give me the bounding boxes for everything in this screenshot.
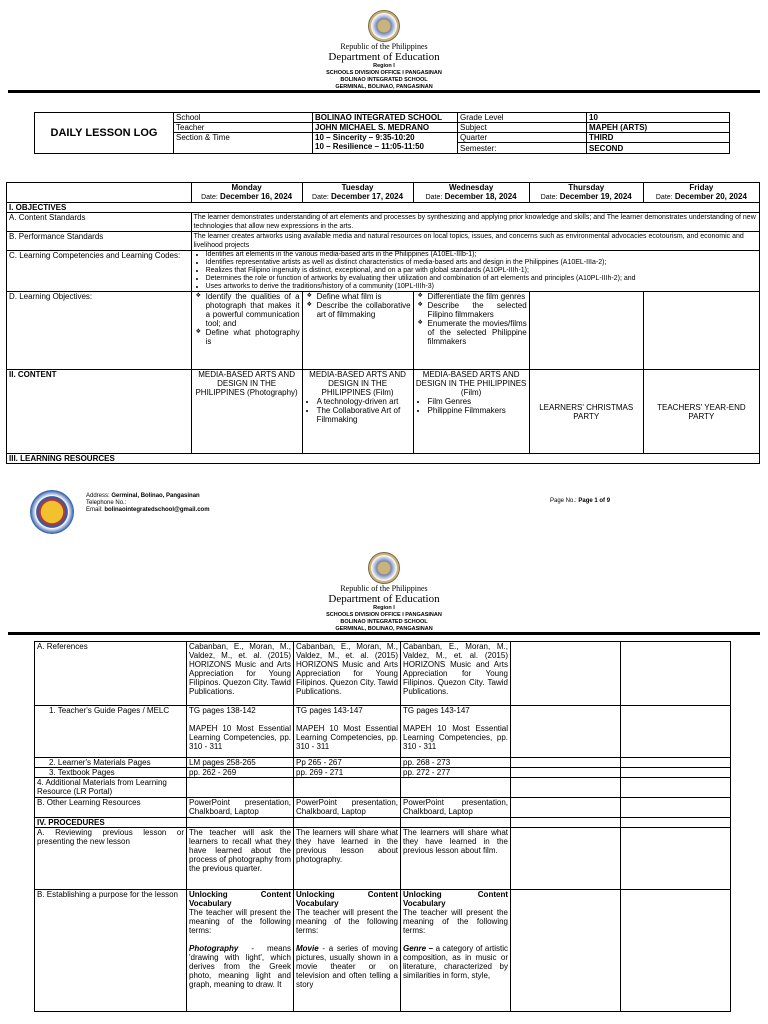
other-tuesday: PowerPoint presentation, Chalkboard, Laptop (294, 798, 401, 818)
lesson-log-title: DAILY LESSON LOG (35, 113, 174, 154)
deped-seal-icon (368, 10, 400, 42)
objectives-tuesday (302, 292, 413, 370)
melc-text: MAPEH 10 Most Essential Learning Competencies, pp. 310 - 311 (189, 724, 291, 751)
address-label: Address: (86, 493, 110, 499)
empty-cell (511, 642, 621, 706)
region-text: Region I (373, 605, 395, 611)
references-label: A. References (35, 642, 187, 706)
objectives-friday (643, 292, 759, 370)
school-value: BOLINAO INTEGRATED SCHOOL (313, 113, 458, 123)
definition: a category of artistic composition, as in music or literature, characterized by similarities in form, style, (403, 944, 508, 980)
lm-tuesday: Pp 265 - 267 (294, 758, 401, 768)
email-label: Email: (86, 507, 103, 513)
semester-label: Semester: (458, 143, 587, 154)
section-1: 10 – Sincerity – 9:35-10:20 (315, 133, 415, 142)
unlock-text: The teacher will present the meaning of the following terms: (189, 908, 291, 935)
tb-wednesday: pp. 272 - 277 (401, 768, 511, 778)
letterhead (0, 552, 768, 633)
content-item: • A technology-driven art (317, 397, 411, 406)
objective-item: ❖ Define what film is (317, 292, 411, 301)
unlock-heading: Unlocking Content Vocabulary (189, 890, 291, 908)
empty-cell (511, 758, 621, 768)
section-label: Section & Time (174, 133, 313, 154)
term: Photography (189, 944, 239, 953)
date-label: Date: (312, 194, 329, 201)
day-header (413, 183, 529, 203)
empty-cell (621, 706, 731, 758)
day-header (302, 183, 413, 203)
competencies-list (191, 251, 759, 292)
content-item: • Philippine Filmmakers (428, 406, 527, 415)
empty-cell (621, 778, 731, 798)
competency-item: • Identifies representative artists as well as distinct characteristics of media-based arts and design in the Philippines (A10EL-IIIa-2); (206, 259, 757, 267)
lesson-table-2 (34, 641, 731, 1012)
unlock-text: The teacher will present the meaning of the following terms: (403, 908, 508, 935)
content-item: • The Collaborative Art of Filmmaking (317, 406, 411, 424)
content-thursday: LEARNERS' CHRISTMAS PARTY (529, 370, 643, 454)
purpose-label: B. Establishing a purpose for the lesson (35, 890, 187, 1012)
tg-pages: TG pages 143-147 (403, 706, 470, 715)
section-value (313, 133, 458, 154)
term: Genre – (403, 944, 434, 953)
tb-tuesday: pp. 269 - 271 (294, 768, 401, 778)
corner-cell (7, 183, 192, 203)
content-standards-text: The learner demonstrates understanding of art elements and processes by synthesizing and applying prior knowledge and skills; and The learner demonstrates understanding of new technologies that allow new expressions in the arts. (191, 213, 759, 232)
learners-materials-label: 2. Learner's Materials Pages (35, 758, 187, 768)
empty-cell (401, 818, 511, 828)
empty-cell (621, 890, 731, 1012)
address-value: Germinal, Bolinao, Pangasinan (111, 493, 200, 499)
telephone-label: Telephone No.: (86, 500, 127, 506)
day-date: December 19, 2024 (559, 192, 632, 201)
subject-label: Subject (458, 123, 587, 133)
references-wednesday: Cabanban, E., Moran, M., Valdez, M., et. al. (2015) HORIZONS Music and Arts Appreciation for Young Filipinos. Quezon City. Tawid Publications. (401, 642, 511, 706)
objective-item: ❖ Differentiate the film genres (428, 292, 527, 301)
melc-text: MAPEH 10 Most Essential Learning Competencies, pp. 310 - 311 (296, 724, 398, 751)
competency-item: • Identifies art elements in the various media-based arts in the Philippines (A10EL-IIIb-1); (206, 251, 757, 259)
date-label: Date: (655, 194, 673, 201)
unlock-heading: Unlocking Content Vocabulary (296, 890, 398, 908)
grade-label: Grade Level (458, 113, 587, 123)
term: Movie (296, 944, 319, 953)
subject-value: MAPEH (ARTS) (587, 123, 730, 133)
competencies-label: C. Learning Competencies and Learning Codes: (7, 251, 192, 292)
day-date: December 17, 2024 (331, 192, 404, 201)
content-friday: TEACHERS' YEAR-END PARTY (643, 370, 759, 454)
empty-cell (511, 818, 621, 828)
references-tuesday: Cabanban, E., Moran, M., Valdez, M., et. al. (2015) HORIZONS Music and Arts Appreciation for Young Filipinos. Quezon City. Tawid Publications. (294, 642, 401, 706)
email-value: bolinaointegratedschool@gmail.com (104, 507, 210, 513)
content-title: MEDIA-BASED ARTS AND DESIGN IN THE PHILIPPINES (Film) (309, 370, 406, 397)
tg-wednesday (401, 706, 511, 758)
address-text: GERMINAL, BOLINAO, PANGASINAN (335, 84, 433, 90)
teachers-guide-label: 1. Teacher's Guide Pages / MELC (35, 706, 187, 758)
definition: - means 'drawing with light', which derives from the Greek photo, meaning light and graph, meaning to draw. It (189, 944, 291, 989)
lm-wednesday: pp. 268 - 273 (401, 758, 511, 768)
day-header (643, 183, 759, 203)
quarter-label: Quarter (458, 133, 587, 143)
empty-cell (621, 642, 731, 706)
competency-item: • Uses artworks to derive the traditions/history of a community (10PL-IIIh-3) (206, 283, 757, 291)
empty-cell (187, 778, 294, 798)
objective-item: ❖ Describe the collaborative art of filmmaking (317, 301, 411, 319)
resources-heading: III. LEARNING RESOURCES (7, 454, 760, 464)
school-text: BOLINAO INTEGRATED SCHOOL (340, 77, 428, 83)
textbook-label: 3. Textbook Pages (35, 768, 187, 778)
empty-cell (621, 828, 731, 890)
tb-monday: pp. 262 - 269 (187, 768, 294, 778)
empty-cell (294, 818, 401, 828)
empty-cell (621, 758, 731, 768)
empty-cell (621, 768, 731, 778)
performance-standards-text: The learner creates artworks using available media and natural resources on local topics, issues, and concerns such as environmental advocacies ecotourism, and economic and livelihood projects (191, 232, 759, 251)
melc-text: MAPEH 10 Most Essential Learning Competencies, pp. 310 - 311 (403, 724, 508, 751)
empty-cell (294, 778, 401, 798)
school-logo-icon (30, 490, 74, 534)
letterhead (0, 10, 768, 91)
empty-cell (511, 768, 621, 778)
empty-cell (401, 778, 511, 798)
day-header (191, 183, 302, 203)
tg-pages: TG pages 143-147 (296, 706, 363, 715)
other-resources-label: B. Other Learning Resources (35, 798, 187, 818)
day-header (529, 183, 643, 203)
division-text: SCHOOLS DIVISION OFFICE I PANGASINAN (326, 612, 442, 618)
objectives-thursday (529, 292, 643, 370)
content-monday: MEDIA-BASED ARTS AND DESIGN IN THE PHILIPPINES (Photography) (191, 370, 302, 454)
objectives-monday (191, 292, 302, 370)
purpose-tuesday (294, 890, 401, 1012)
footer-contact (86, 493, 210, 514)
purpose-monday (187, 890, 294, 1012)
content-item: • Film Genres (428, 397, 527, 406)
day-date: December 18, 2024 (444, 192, 517, 201)
empty-cell (621, 818, 731, 828)
objective-item: ❖ Describe the selected Filipino filmmakers (428, 301, 527, 319)
content-title: MEDIA-BASED ARTS AND DESIGN IN THE PHILIPPINES (Film) (415, 370, 527, 397)
content-tuesday (302, 370, 413, 454)
review-wednesday: The learners will share what they have learned in the previous lesson about film. (401, 828, 511, 890)
competency-item: • Realizes that Filipino ingenuity is distinct, exceptional, and on a par with global standards (A10PL-IIIh-1); (206, 267, 757, 275)
empty-cell (511, 828, 621, 890)
day-name: Wednesday (448, 183, 494, 192)
empty-cell (511, 778, 621, 798)
quarter-value: THIRD (587, 133, 730, 143)
empty-cell (187, 818, 294, 828)
additional-materials-label: 4. Additional Materials from Learning Resource (LR Portal) (35, 778, 187, 798)
lm-monday: LM pages 258-265 (187, 758, 294, 768)
references-monday: Cabanban, E., Moran, M., Valdez, M., et. al. (2015) HORIZONS Music and Arts Appreciation for Young Filipinos. Quezon City. Tawid Publications. (187, 642, 294, 706)
review-monday: The teacher will ask the learners to recall what they have learned about the process of photography from the previous quarter. (187, 828, 294, 890)
review-tuesday: The learners will share what they have learned in the previous lesson about photography. (294, 828, 401, 890)
page-value: Page 1 of 9 (578, 498, 611, 504)
date-label: Date: (425, 194, 443, 201)
empty-cell (511, 706, 621, 758)
section-2: 10 – Resilience – 11:05-11:50 (315, 142, 424, 151)
competency-item: • Determines the role or function of artworks by evaluating their utilization and combination of art elements and principles (A10PL-IIIh-2); and (206, 275, 757, 283)
division-text: SCHOOLS DIVISION OFFICE I PANGASINAN (326, 70, 442, 76)
unlock-text: The teacher will present the meaning of the following terms: (296, 908, 398, 935)
header-rule (8, 632, 760, 635)
tg-pages: TG pages 138-142 (189, 706, 256, 715)
republic-text: Republic of the Philippines (340, 42, 428, 51)
objectives-wednesday (413, 292, 529, 370)
unlock-heading: Unlocking Content Vocabulary (403, 890, 508, 908)
procedures-heading: IV. PROCEDURES (35, 818, 187, 828)
address-text: GERMINAL, BOLINAO, PANGASINAN (335, 626, 433, 632)
day-name: Thursday (568, 183, 605, 192)
region-text: Region I (373, 63, 395, 69)
tg-monday (187, 706, 294, 758)
school-text: BOLINAO INTEGRATED SCHOOL (340, 619, 428, 625)
day-name: Friday (689, 183, 714, 192)
grade-value: 10 (587, 113, 730, 123)
objective-item: ❖ Enumerate the movies/films of the selected Philippine filmmakers (428, 319, 527, 346)
day-date: December 16, 2024 (220, 192, 293, 201)
empty-cell (511, 798, 621, 818)
reviewing-label: A. Reviewing previous lesson or presenting the new lesson (35, 828, 187, 890)
info-table (34, 112, 730, 154)
content-wednesday (413, 370, 529, 454)
objectives-heading: I. OBJECTIVES (7, 203, 760, 213)
page-number (550, 498, 610, 505)
department-text: Department of Education (328, 51, 440, 63)
empty-cell (621, 798, 731, 818)
objective-item: ❖ Define what photography is (206, 328, 300, 346)
deped-seal-icon (368, 552, 400, 584)
definition: - a series of moving pictures, usually shown in a movie theater or on television and often telling a story (296, 944, 398, 989)
header-rule (8, 90, 760, 93)
learning-objectives-label: D. Learning Objectives: (7, 292, 192, 370)
tg-tuesday (294, 706, 401, 758)
empty-cell (511, 890, 621, 1012)
content-standards-label: A. Content Standards (7, 213, 192, 232)
other-wednesday: PowerPoint presentation, Chalkboard, Laptop (401, 798, 511, 818)
date-label: Date: (540, 194, 558, 201)
republic-text: Republic of the Philippines (340, 584, 428, 593)
date-label: Date: (201, 194, 218, 201)
page-label: Page No.: (550, 498, 577, 504)
school-label: School (174, 113, 313, 123)
day-date: December 20, 2024 (674, 192, 747, 201)
semester-value: SECOND (587, 143, 730, 154)
other-monday: PowerPoint presentation, Chalkboard, Laptop (187, 798, 294, 818)
lesson-table-1 (6, 182, 760, 464)
department-text: Department of Education (328, 593, 440, 605)
performance-standards-label: B. Performance Standards (7, 232, 192, 251)
day-name: Tuesday (341, 183, 374, 192)
teacher-label: Teacher (174, 123, 313, 133)
content-label: II. CONTENT (7, 370, 192, 454)
objective-item: ❖ Identify the qualities of a photograph that makes it a powerful communication tool; and (206, 292, 300, 328)
day-name: Monday (231, 183, 262, 192)
teacher-value: JOHN MICHAEL S. MEDRANO (313, 123, 458, 133)
purpose-wednesday (401, 890, 511, 1012)
